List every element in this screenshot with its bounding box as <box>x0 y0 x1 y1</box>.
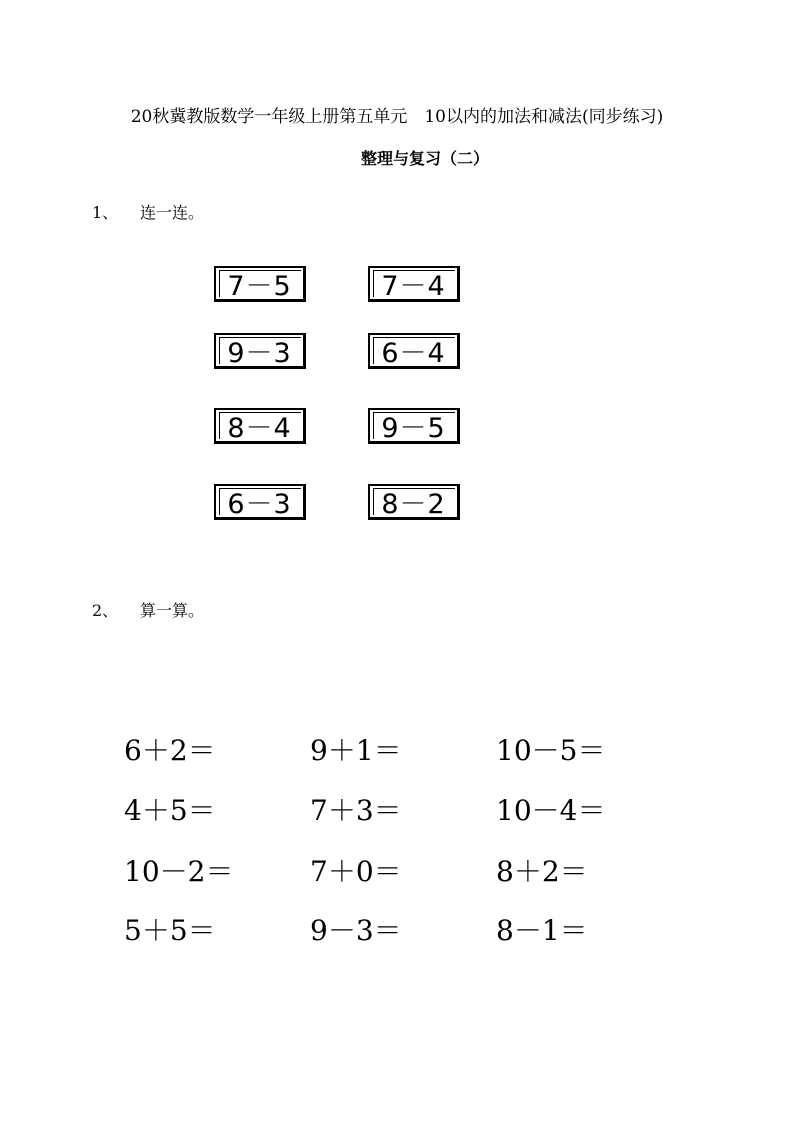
match-card-left[interactable] <box>214 333 306 369</box>
match-card-left[interactable] <box>214 484 306 520</box>
match-card-right[interactable] <box>368 266 460 302</box>
calc-item[interactable]: 5＋5＝ <box>124 914 216 947</box>
match-card-text: 7－5 <box>227 271 292 302</box>
calc-item[interactable]: 8－1＝ <box>496 914 588 947</box>
calc-item[interactable]: 10－2＝ <box>124 855 234 888</box>
calc-item[interactable]: 6＋2＝ <box>124 734 216 767</box>
match-card-text: 9－5 <box>381 413 446 444</box>
question-1-number: 1、 <box>92 203 119 222</box>
calc-item[interactable]: 10－5＝ <box>496 734 606 767</box>
match-card-right[interactable] <box>368 408 460 444</box>
calc-item[interactable]: 7＋0＝ <box>310 855 402 888</box>
page-subtitle: 整理与复习（二） <box>360 149 489 168</box>
match-card-right[interactable] <box>368 484 460 520</box>
question-2-number: 2、 <box>92 601 119 620</box>
match-card-right[interactable] <box>368 333 460 369</box>
match-card-text: 9－3 <box>227 338 292 369</box>
match-card-text: 8－2 <box>381 489 446 520</box>
calc-item[interactable]: 9＋1＝ <box>310 734 402 767</box>
match-card-left[interactable] <box>214 266 306 302</box>
calc-item[interactable]: 8＋2＝ <box>496 855 588 888</box>
question-2-prompt: 算一算。 <box>140 601 205 620</box>
calc-item[interactable]: 10－4＝ <box>496 794 606 827</box>
match-card-text: 6－3 <box>227 489 292 520</box>
question-1-heading <box>92 202 204 224</box>
match-card-text: 7－4 <box>381 271 446 302</box>
match-card-text: 6－4 <box>381 338 446 369</box>
calc-item[interactable]: 7＋3＝ <box>310 794 402 827</box>
calc-item[interactable]: 4＋5＝ <box>124 794 216 827</box>
calc-item[interactable]: 9－3＝ <box>310 914 402 947</box>
page-title: 20秋冀教版数学一年级上册第五单元 10以内的加法和减法(同步练习) <box>130 107 664 127</box>
question-2-heading <box>92 600 204 622</box>
match-card-left[interactable] <box>214 408 306 444</box>
match-card-text: 8－4 <box>227 413 292 444</box>
question-1-prompt: 连一连。 <box>140 203 205 222</box>
